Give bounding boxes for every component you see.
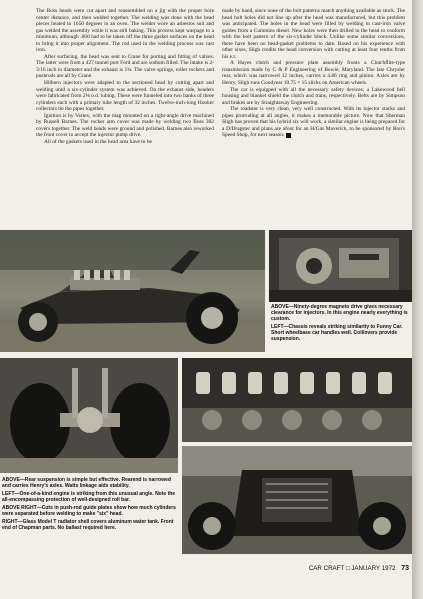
page-edge (412, 0, 423, 599)
end-of-article-icon (286, 133, 291, 138)
article-paragraph: The car is equipped with all the necessary safety devices; a Lakewood bell housing and blanket shield the clutch and trans, respectively. Belts are by Simpson and brakes are by Straightaway Engineering. (222, 86, 405, 106)
caption-text: —Glass Model T radiator shell covers aluminum water tank. Front end of Chapman parts. No ballast required here. (2, 519, 174, 531)
article-paragraph: All of the gaskets used in the head area have to be (44, 138, 152, 145)
caption-text: —Chassis reveals striking similarity to Funny Car. Short wheelbase car handles well. Coil/overs provide suspension. (271, 324, 403, 342)
issue-date: JANUARY 1972 (351, 565, 396, 572)
magazine-name: CAR CRAFT (308, 565, 345, 572)
caption-label: ABOVE (271, 304, 289, 310)
photo-magneto-drive (269, 230, 412, 302)
caption-label: ABOVE (2, 477, 20, 483)
photo-front-radiator (182, 446, 412, 554)
caption-block-left (2, 477, 178, 533)
page-number: 73 (401, 565, 409, 572)
caption-text: —One-of-a-kind engine is striking from this unusual angle. Note the all-encompassing protection of well-designed roll bar. (2, 491, 176, 503)
page-footer (309, 565, 409, 572)
photo-rear-suspension (0, 358, 178, 473)
article-paragraph: Hilborn injectors were adapted to the sectioned head by cutting apart and welding until a six-cylinder system was achieved. On the exhaust side, headers were fabricated from 2⅛ o.d. tubing. These were funneled into two banks of three cylinders each with a primary tube length of 32 inches. Twelve-inch-long Hooker collectors tie the pipes together. (36, 80, 214, 113)
article-column-right (222, 8, 405, 139)
footer-separator-icon: □ (345, 565, 350, 572)
caption-label: LEFT (271, 324, 284, 330)
caption-text: —Ninety-degree magneto drive gives necessary clearance for injectors. In this engine nearly everything is custom. (271, 304, 408, 322)
caption-label: ABOVE RIGHT (2, 505, 37, 511)
caption-label: RIGHT (2, 519, 18, 525)
article-paragraph: After surfacing, the head was sent to Crane for porting and fitting of valves. The latter were from a 427 tunnel port Ford and are sodium filled. The intake is 2-3/16 inch in diameter and the exhaust is 1¾. The valve springs, roller rockers and pushrods are all by Crane. (36, 53, 214, 80)
caption-text: —Rear suspension is simple but effective. Rearend is narrowed and carries Henry's axles. Watts linkage aids stability. (2, 477, 171, 489)
caption-label: LEFT (2, 491, 15, 497)
article-paragraph: The roadster is very clean, very well constructed. With its injector stacks and pipes protruding at all angles, it makes a memorable picture. Now that Sherman Sligh has proven that his hybrid six will work, a similar engine is being prepared for a D/Dragster and plans are afoot for an H/Gas Maverick, to be sponsored by Ron's Speed Shop, for next season. (222, 106, 405, 139)
article-column-left (36, 8, 214, 145)
article-paragraph: Ignition is by Vertex, with the mag mounted on a right-angle drive machined by Russell Barnes. The rocker arm cover was made by welding two Boss 302 covers together. The weld beads were ground and polished. Barnes also reworked the front cover to accept the injector pump drive. (36, 112, 214, 139)
caption-text: —Cuts in push-rod guide plates show how much cylinders were separated before welding to make "six" head. (2, 505, 176, 517)
caption-magneto (271, 304, 408, 344)
article-paragraph: A Hayes clutch and pressure plate assembly fronts a Clutchflite-type transmission made by C & P Engineering of Bowie, Maryland. The late Chrysler rear, which was narrowed 12 inches, carries a 4.86 ring and pinion. Axles are by Henry. Sligh runs Goodyear 10.75 × 15 slicks on American wheels. (222, 60, 405, 87)
photo-injector-stacks (182, 358, 412, 442)
article-paragraph: The Boss heads were cut apart and reassembled on a jig with the proper bore center distance, and then welded together. The welding was done with the head pieces heated to 1650 degrees in an oven. The welder wore an asbestos suit and gas welded the assembly while it was still baking. This process kept warpage to a minimum, although .060 had to be taken off the three gasket surfaces on the head to bring it into proper alignment. The rod used in the welding process was cast iron. (36, 8, 214, 54)
article-paragraph: made by hand, since none of the bolt patterns match anything available as stock. The head bolt holes did not line up after the head was manufactured, but this problem was anticipated. The holes in the head were filled by welding in cast-iron valve guides from a Cummins diesel. New holes were then drilled in the head to conform with the bolt pattern of the six-cylinder block. Unlike some similar conversions, there have been no head-gasket problems to date. Based on his experience with other sixes, Sligh credits the head conversion with cutting at least four tenths from his e.t. (222, 8, 405, 60)
photo-roadster-side (0, 230, 265, 352)
